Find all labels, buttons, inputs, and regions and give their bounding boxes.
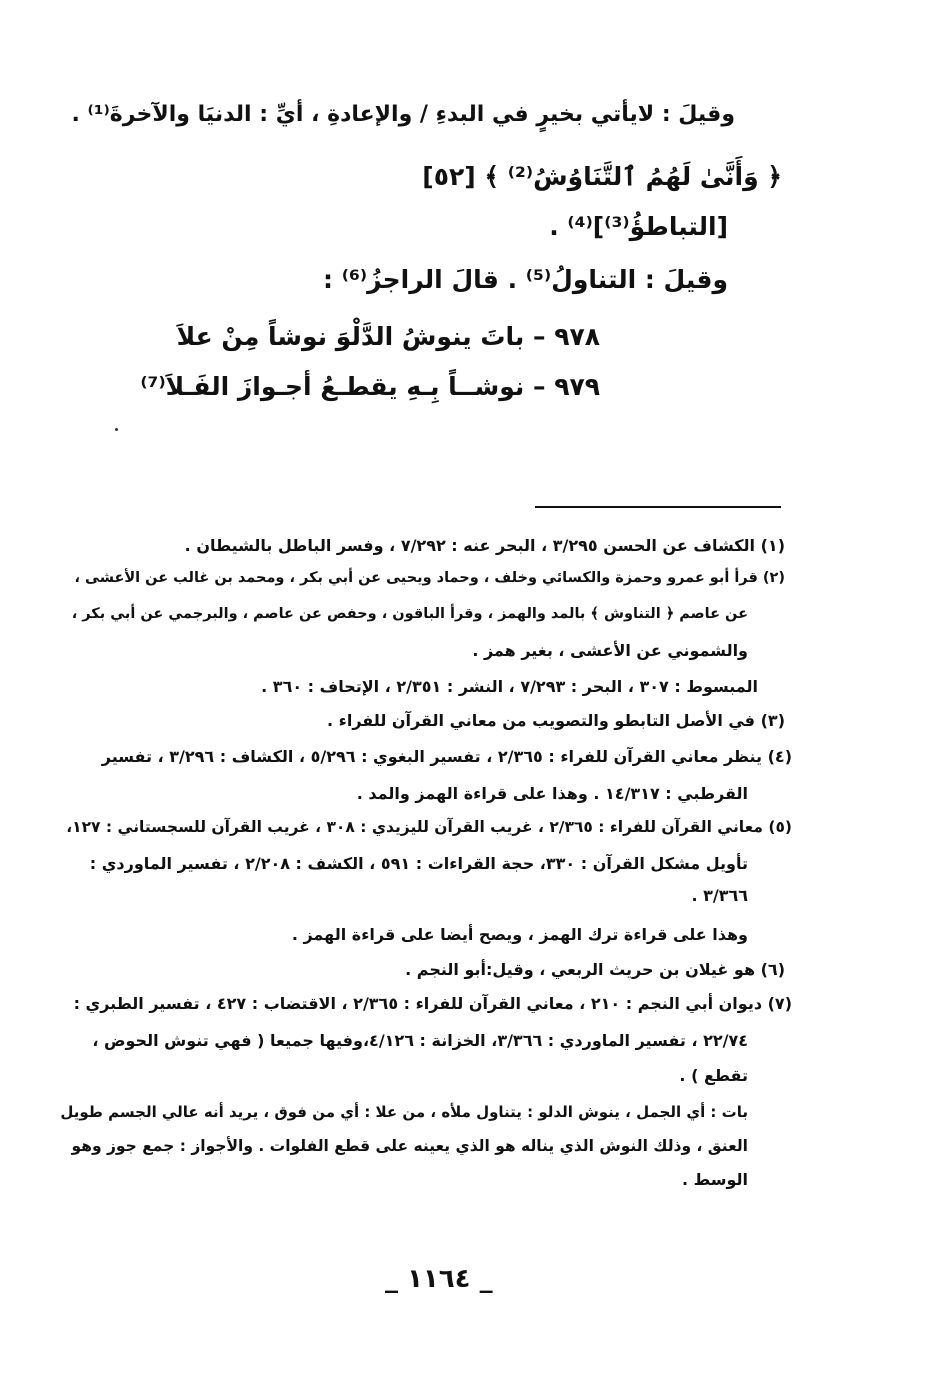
footnote-2-cont-2: والشموني عن الأعشى ، بغير همز . xyxy=(472,641,748,660)
footnote-7-cont-1: ٢٢/٧٤ ، تفسير الماوردي : ٣/٣٦٦، الخزانة : ٤/١٢٦،وفيها جميعا ( فهي تنوش الحوض ، xyxy=(92,1031,748,1050)
footnote-7-explanation-3: الوسط . xyxy=(681,1170,748,1189)
print-speck xyxy=(115,428,118,431)
footnote-2: (٢) قرأ أبو عمرو وحمزة والكسائي وخلف ، وحماد ويحيى عن أبي بكر ، ومحمد بن غالب عن الأعشى ، xyxy=(74,570,785,586)
footnote-7-cont-2: تقطع ) . xyxy=(679,1066,748,1085)
page-number: _ ١١٦٤ _ xyxy=(385,1264,493,1294)
poem-verse-978: ٩٧٨ – باتَ ينوشُ الدَّلْوَ نوشاً مِنْ علاَ xyxy=(176,322,600,351)
main-line-3: [التباطؤُ⁽³⁾]⁽⁴⁾ . xyxy=(549,212,728,241)
footnote-4: (٤) ينظر معاني القرآن للفراء : ٢/٣٦٥ ، تفسير البغوي : ٥/٢٩٦ ، الكشاف : ٣/٢٩٦ ، تفسير xyxy=(101,747,792,766)
footnote-2-cont-3: المبسوط : ٣٠٧ ، البحر : ٧/٢٩٣ ، النشر : ٢/٣٥١ ، الإتحاف : ٣٦٠ . xyxy=(261,677,758,696)
footnote-7: (٧) ديوان أبي النجم : ٢١٠ ، معاني القرآن للفراء : ٢/٣٦٥ ، الاقتضاب : ٤٢٧ ، تفسير الطبري : xyxy=(73,994,792,1013)
poem-verse-979: ٩٧٩ – نوشــاً بِـهِ يقطـعُ أجـوازَ الفَـلاَ⁽⁷⁾ xyxy=(140,372,600,401)
footnote-4-cont: القرطبي : ١٤/٣١٧ . وهذا على قراءة الهمز والمد . xyxy=(356,784,748,803)
footnote-5: (٥) معاني القرآن للفراء : ٢/٣٦٥ ، غريب القرآن لليزيدي : ٣٠٨ ، غريب القرآن للسجستاني : ١٢٧، xyxy=(66,818,792,836)
footnote-5-cont-2: ٣/٣٦٦ . xyxy=(691,886,748,905)
footnote-6: (٦) هو غيلان بن حريث الربعي ، وقيل:أبو النجم . xyxy=(405,960,785,979)
footnote-5-cont-1: تأويل مشكل القرآن : ٣٣٠، حجة القراءات : ٥٩١ ، الكشف : ٢/٢٠٨ ، تفسير الماوردي : xyxy=(89,854,748,873)
footnote-2-cont-1: عن عاصم ﴿ التناوش ﴾ بالمد والهمز ، وقرأ الباقون ، وحفص عن عاصم ، والبرجمي عن أبي بكر ، xyxy=(71,606,748,622)
quran-verse-line: ﴿ وَأَنَّىٰ لَهُمُ ٱلتَّنَاوُشُ⁽²⁾ ﴾ [٥٢] xyxy=(422,162,782,191)
footnote-1: (١) الكشاف عن الحسن ٣/٢٩٥ ، البحر عنه : ٧/٢٩٢ ، وفسر الباطل بالشيطان . xyxy=(184,536,785,555)
footnote-5-note: وهذا على قراءة ترك الهمز ، ويصح أيضا على قراءة الهمز . xyxy=(291,925,748,944)
main-line-1: وقيلَ : لايأتي بخيرٍ في البدءِ / والإعادةِ ، أيِّ : الدنيَا والآخرةَ⁽¹⁾ . xyxy=(71,102,735,127)
footnote-7-explanation-1: بات : أي الجمل ، ينوش الدلو : يتناول ملأه ، من علا : أي من فوق ، يريد أنه عالي الجسم طويل xyxy=(60,1103,748,1121)
footnote-7-explanation-2: العنق ، وذلك النوش الذي يناله هو الذي يعينه على قطع الفلوات . والأجواز : جمع جوز وهو xyxy=(71,1137,748,1155)
footnote-separator xyxy=(535,506,781,508)
footnote-3: (٣) في الأصل التابطو والتصويب من معاني القرآن للفراء . xyxy=(327,711,785,730)
main-line-4: وقيلَ : التناولُ⁽⁵⁾ . قالَ الراجزُ⁽⁶⁾ : xyxy=(323,265,728,294)
